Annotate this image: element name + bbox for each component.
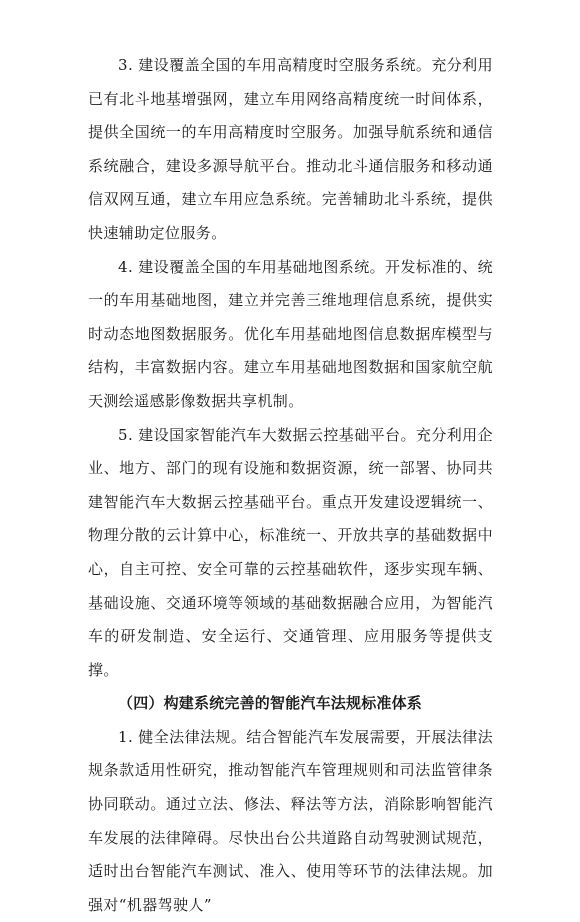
paragraph-item-5: 5. 建设国家智能汽车大数据云控基础平台。充分利用企业、地方、部门的现有设施和数据资源，统一部署、协同共建智能汽车大数据云控基础平台。重点开发建设逻辑统一、物理分散的云计算中心，标准统一、开放共享的基础数据中心，自主可控、安全可靠的云控基础软件，逐步实现车辆、基础设施、交通环境等领域的基础数据融合应用，为智能汽车的研发制造、安全运行、交通管理、应用服务等提供支撑。: [88, 425, 493, 679]
section-heading: （四）构建系统完善的智能汽车法规标准体系: [118, 694, 423, 713]
document-body: [88, 49, 493, 922]
paragraph-item-4: 4. 建设覆盖全国的车用基础地图系统。开发标准的、统一的车用基础地图，建立并完善三维地理信息系统，提供实时动态地图数据服务。优化车用基础地图信息数据库模型与结构，丰富数据内容。建立车用基础地图数据和国家航空航天测绘遥感影像数据共享机制。: [88, 257, 493, 410]
paragraph-item-3: 3. 建设覆盖全国的车用高精度时空服务系统。充分利用已有北斗地基增强网，建立车用网络高精度统一时间体系，提供全国统一的车用高精度时空服务。加强导航系统和通信系统融合，建设多源导航平台。推动北斗通信服务和移动通信双网互通，建立车用应急系统。完善辅助北斗系统，提供快速辅助定位服务。: [88, 56, 493, 242]
paragraph-item-1: 1. 健全法律法规。结合智能汽车发展需要，开展法律法规条款适用性研究，推动智能汽车管理规则和司法监管律条协同联动。通过立法、修法、释法等方法，消除影响智能汽车发展的法律障碍。尽快出台公共道路自动驾驶测试规范，适时出台智能汽车测试、准入、使用等环节的法律法规。加强对“机器驾驶人”: [88, 727, 493, 914]
